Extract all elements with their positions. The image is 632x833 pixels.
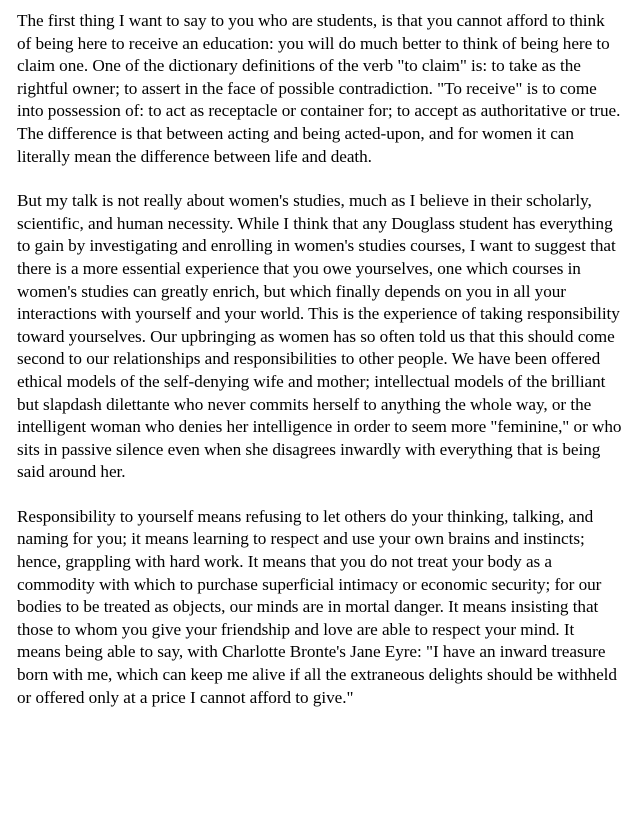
paragraph-claiming-education: The first thing I want to say to you who are students, is that you cannot afford to think of being here to receive an education: you will do much better to think of being here to claim one. One of the dictionary definitions of the verb "to claim" is: to take as the rightful owner; to assert in the face of possible contradiction. "To receive" is to come into possession of: to act as receptacle or container for; to accept as authoritative or true. The difference is that between acting and being acted-upon, and for women it can literally mean the difference between life and death. <box>17 11 621 166</box>
paragraph-responsibility-toward-yourselves: But my talk is not really about women's studies, much as I believe in their scholarly, scientific, and human necessity. While I think that any Douglass student has everything to gain by investigating and enrolling in women's studies courses, I want to suggest that there is a more essential experience that you owe yourselves, one which courses in women's studies can greatly enrich, but which finally depends on you in all your interactions with yourself and your world. This is the experience of taking responsibility toward yourselves. Our upbringing as women has so often told us that this should come second to our relationships and responsibilities to other people. We have been offered ethical models of the self-denying wife and mother; intellectual models of the brilliant but slapdash dilettante who never commits herself to anything the whole way, or the intelligent woman who denies her intelligence in order to seem more "feminine," or who sits in passive silence even when she disagrees inwardly with everything that is being said around her. <box>17 191 622 482</box>
paragraph-responsibility-definition: Responsibility to yourself means refusing to let others do your thinking, talking, and naming for you; it means learning to respect and use your own brains and instincts; hence, grappling with hard work. It means that you do not treat your body as a commodity with which to purchase superficial intimacy or economic security; for our bodies to be treated as objects, our minds are in mortal danger. It means insisting that those to whom you give your friendship and love are able to respect your mind. It means being able to say, with Charlotte Bronte's Jane Eyre: "I have an inward treasure born with me, which can keep me alive if all the extraneous delights should be withheld or offered only at a price I cannot afford to give." <box>17 506 617 707</box>
